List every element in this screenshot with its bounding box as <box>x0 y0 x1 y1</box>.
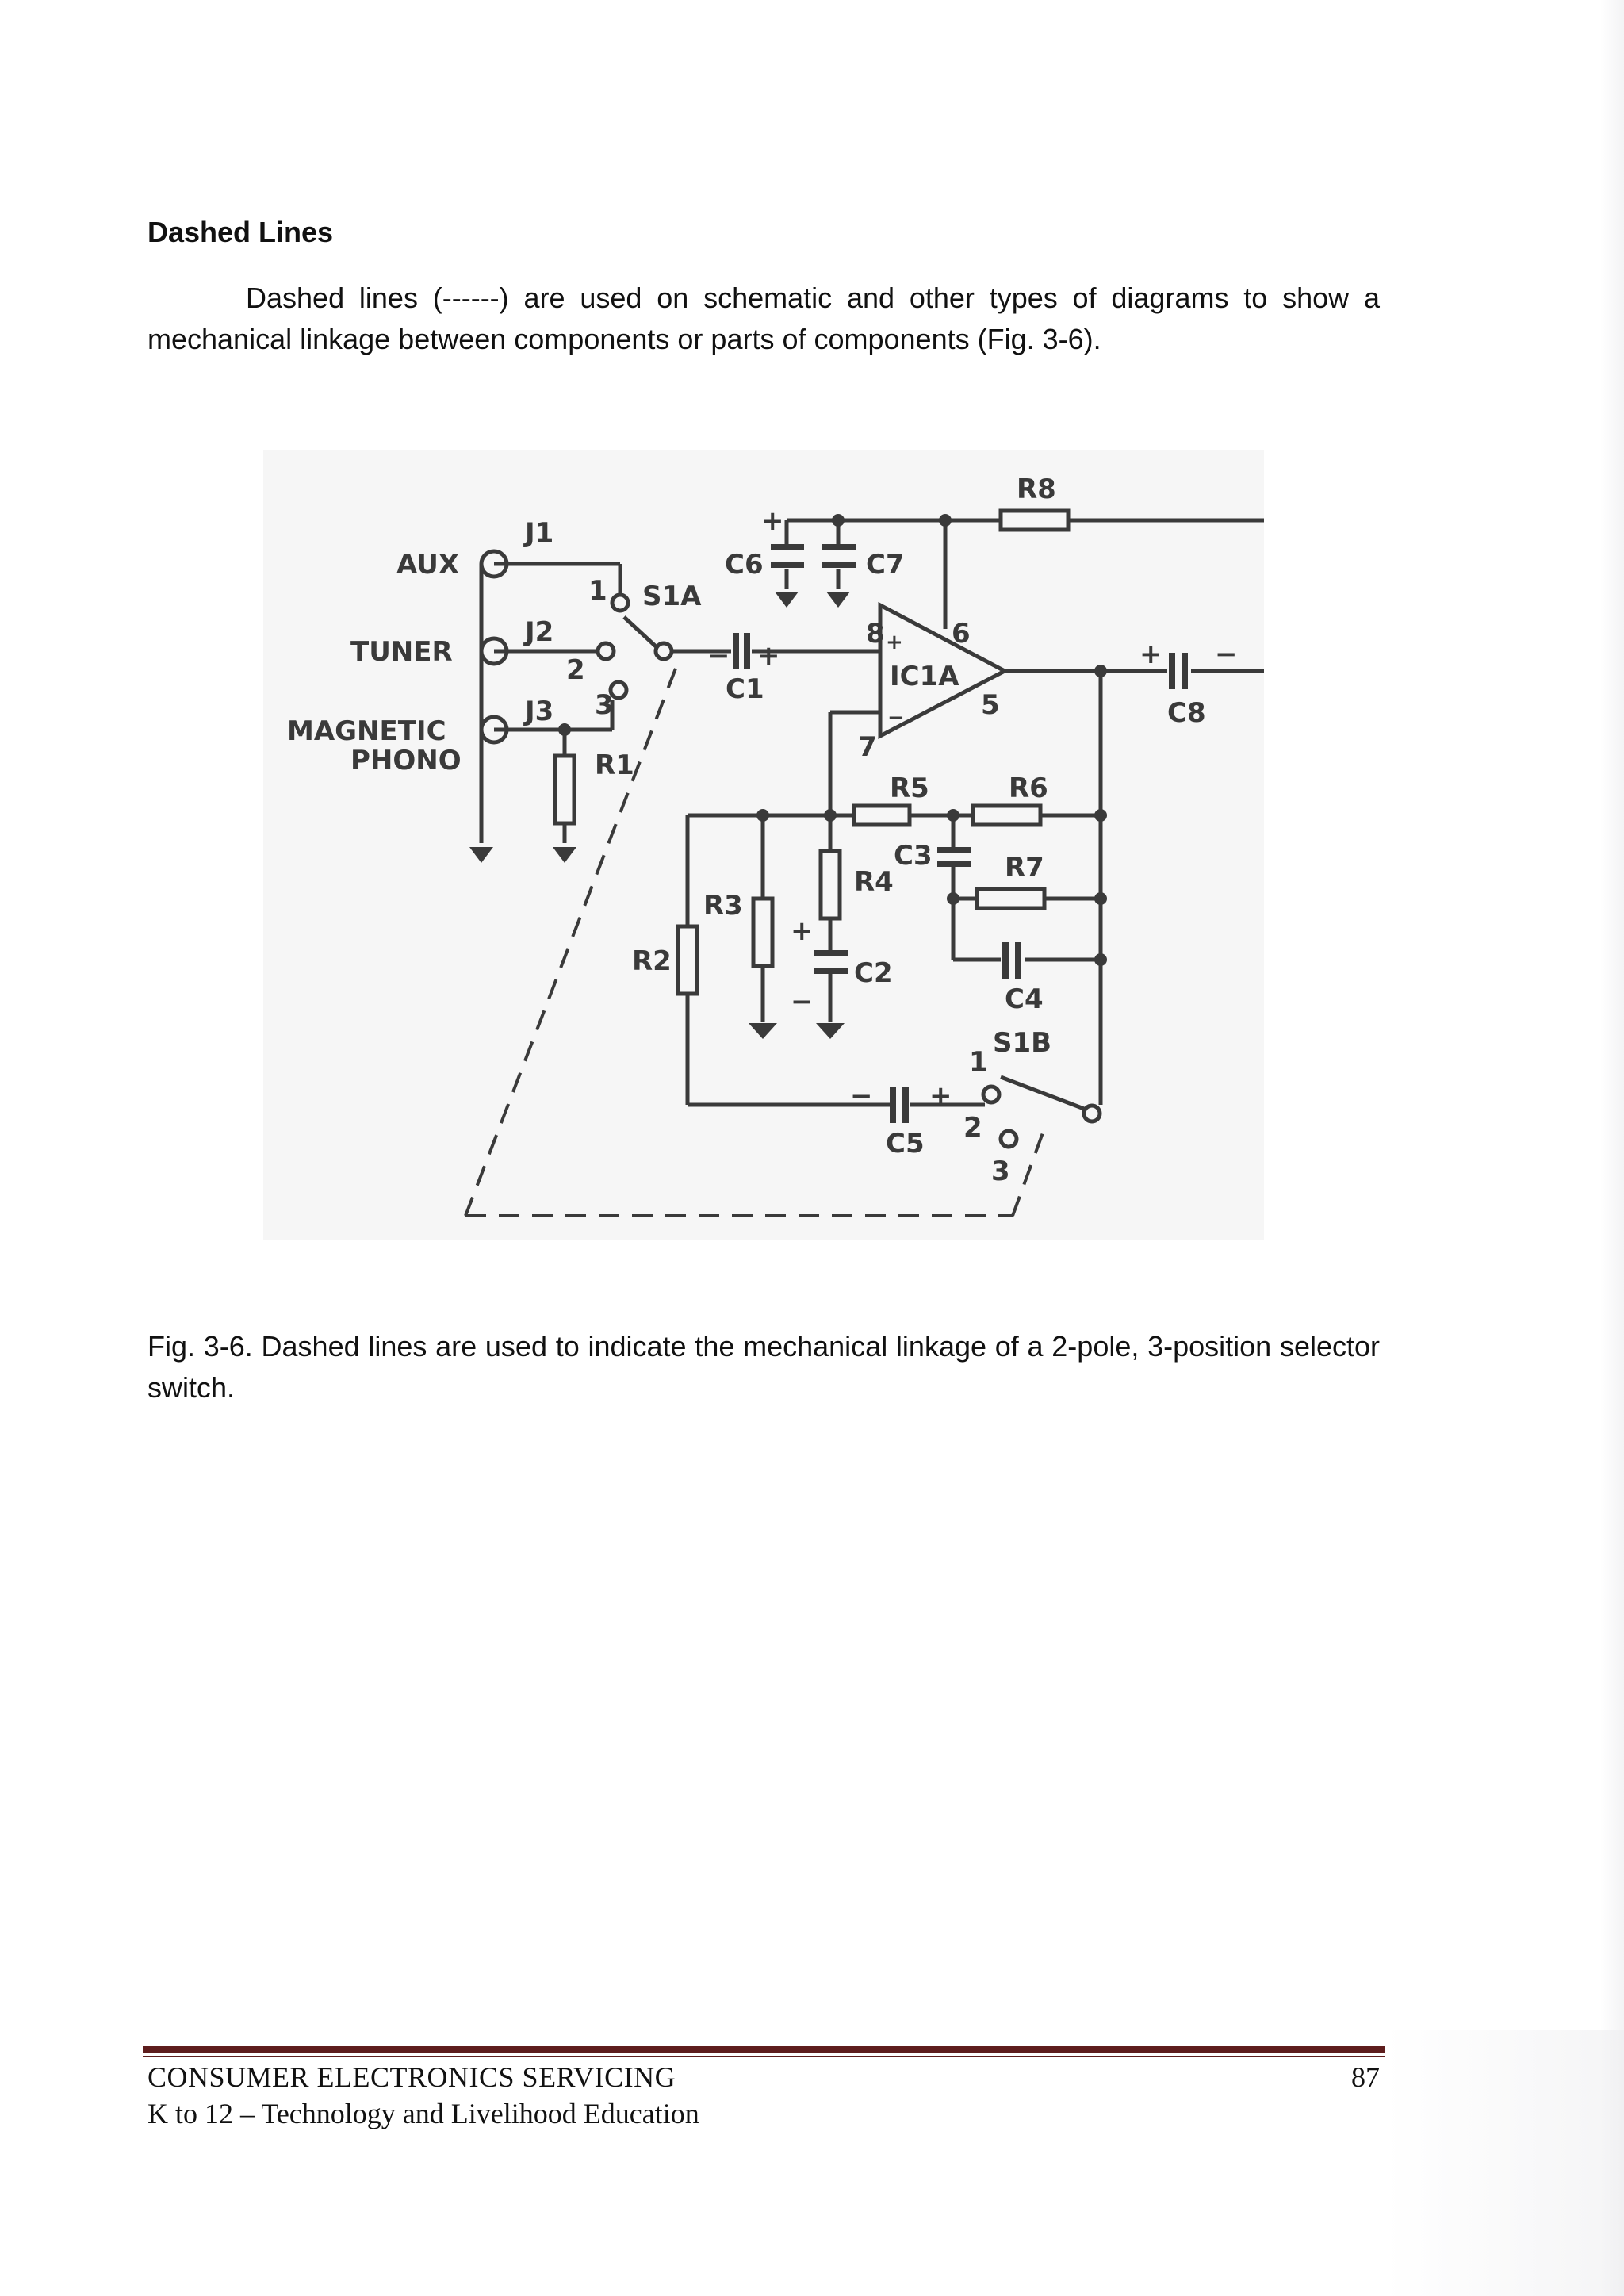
label-c1-minus: − <box>707 640 730 672</box>
label-r5: R5 <box>890 772 929 804</box>
corner-shadow <box>1385 2030 1624 2296</box>
label-c6: C6 <box>725 549 764 581</box>
label-j1: J1 <box>525 517 554 549</box>
label-r7: R7 <box>1005 852 1044 884</box>
label-pin5: 5 <box>981 689 1000 721</box>
page-edge-shadow <box>1600 0 1624 2296</box>
footer-subtitle: K to 12 – Technology and Livelihood Education <box>147 2098 699 2129</box>
section-heading: Dashed Lines <box>147 216 334 248</box>
label-r6: R6 <box>1009 772 1048 804</box>
figure-caption: Fig. 3-6. Dashed lines are used to indicate the mechanical linkage of a 2-pole, 3-position selector switch. <box>147 1330 1380 1404</box>
label-c5: C5 <box>886 1128 925 1159</box>
label-c8-minus: − <box>1215 638 1238 670</box>
label-pin7: 7 <box>858 731 877 763</box>
label-c8-plus: + <box>1139 638 1162 670</box>
label-r3: R3 <box>703 890 743 922</box>
label-s1b-pos2: 2 <box>963 1112 982 1144</box>
label-c1-plus: + <box>757 640 780 672</box>
label-s1a-pos3: 3 <box>595 689 614 721</box>
label-magnetic: MAGNETIC <box>287 715 446 747</box>
label-s1a-pos1: 1 <box>588 575 607 607</box>
label-s1b-pos1: 1 <box>969 1046 988 1078</box>
label-j3: J3 <box>525 696 554 727</box>
label-c5-minus: − <box>850 1080 873 1112</box>
label-s1b-pos3: 3 <box>991 1156 1010 1187</box>
label-c8: C8 <box>1167 697 1206 729</box>
label-c1: C1 <box>726 673 764 705</box>
label-ic-plus: + <box>886 631 903 654</box>
schematic-diagram <box>263 450 1264 1240</box>
label-c4: C4 <box>1005 983 1044 1015</box>
label-tuner: TUNER <box>350 636 453 668</box>
page-number: 87 <box>1351 2061 1380 2093</box>
footer-rule-thin <box>143 2056 1385 2057</box>
label-c5-plus: + <box>929 1080 952 1112</box>
label-ic1a: IC1A <box>890 661 959 692</box>
schematic-figure <box>263 450 1264 1240</box>
label-pin8: 8 <box>866 618 885 650</box>
label-r8: R8 <box>1017 473 1056 505</box>
label-r4: R4 <box>854 866 894 898</box>
label-c7: C7 <box>866 549 905 581</box>
label-pin6: 6 <box>952 618 971 650</box>
label-s1b: S1B <box>993 1027 1052 1059</box>
label-r2: R2 <box>632 945 672 977</box>
label-c3: C3 <box>894 840 933 872</box>
footer-rule-thick <box>143 2046 1385 2053</box>
label-c6-plus: + <box>761 505 784 537</box>
footer-title: CONSUMER ELECTRONICS SERVICING <box>147 2061 676 2093</box>
label-s1a-pos2: 2 <box>566 654 585 686</box>
label-ic-minus: − <box>887 706 905 730</box>
label-phono: PHONO <box>350 745 462 776</box>
label-j2: J2 <box>525 616 554 648</box>
label-c2: C2 <box>854 957 893 989</box>
label-s1a: S1A <box>642 581 702 612</box>
label-aux: AUX <box>396 549 460 581</box>
label-c2-plus: + <box>791 915 814 947</box>
label-r1: R1 <box>595 749 634 781</box>
label-c2-minus: − <box>791 986 814 1018</box>
body-paragraph: Dashed lines (------) are used on schematic and other types of diagrams to show a mechanical linkage between components or parts of components (Fig. 3-6). <box>147 282 1380 355</box>
